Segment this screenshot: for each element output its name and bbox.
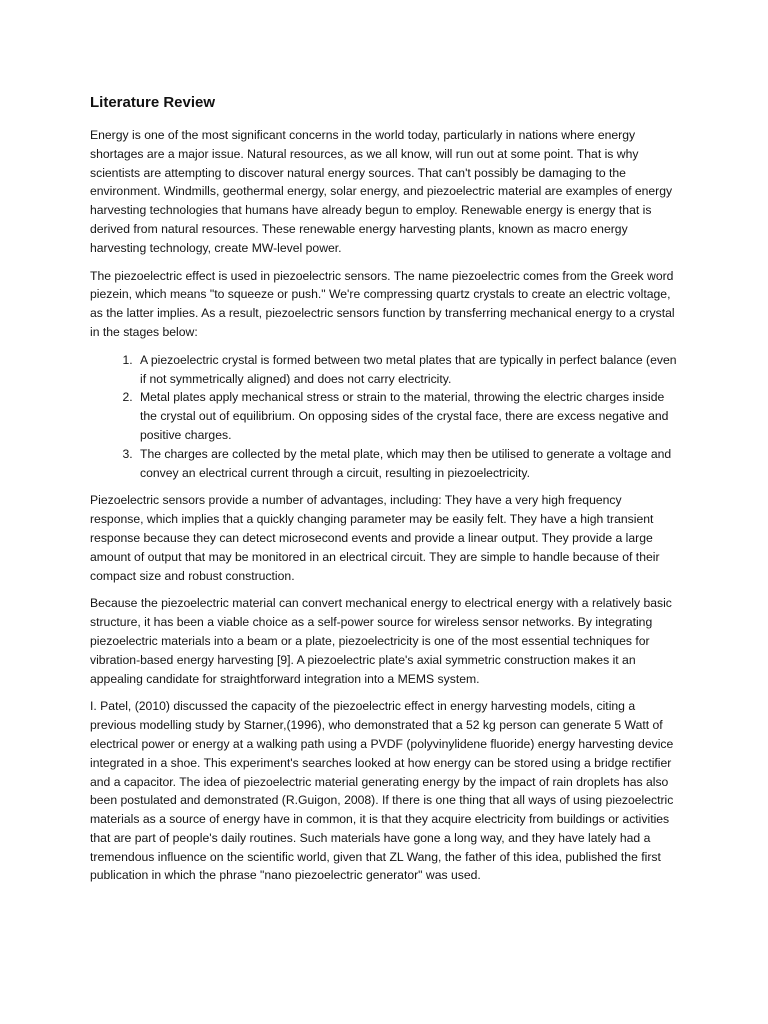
document-page — [90, 93, 678, 894]
paragraph-patel-study: I. Patel, (2010) discussed the capacity of the piezoelectric effect in energy harvesting models, citing a previous modelling study by Starner,(1996), who demonstrated that a 52 kg person can generate 5 Watt of electrical power or energy at a walking path using a PVDF (polyvinylidene fluoride) energy harvesting device integrated in a shoe. This experiment's searches looked at how energy can be stored using a bridge rectifier and a capacitor. The idea of piezoelectric material generating energy by the impact of rain droplets has also been postulated and demonstrated (R.Guigon, 2008). If there is one thing that all ways of using piezoelectric materials as a source of energy have in common, it is that they acquire electricity from buildings or activities that are part of people's daily routines. Such materials have gone a long way, and they have lately had a tremendous influence on the scientific world, given that ZL Wang, the father of this idea, published the first publication in which the phrase "nano piezoelectric generator" was used. — [90, 699, 674, 883]
list-item: 2. Metal plates apply mechanical stress or strain to the material, throwing the electric charges inside the crystal out of equilibrium. On opposing sides of the crystal face, there are excess negative and positive charges. — [136, 388, 678, 444]
paragraph-piezoelectric-effect: The piezoelectric effect is used in piezoelectric sensors. The name piezoelectric comes from the Greek word piezein, which means "to squeeze or push." We're compressing quartz crystals to create an electric voltage, as the latter implies. As a result, piezoelectric sensors function by transferring mechanical energy to a crystal in the stages below: — [90, 268, 675, 339]
page-title: Literature Review — [90, 94, 216, 111]
paragraph-self-power-source: Because the piezoelectric material can convert mechanical energy to electrical energy with a relatively basic structure, it has been a viable choice as a self-power source for wireless sensor networks. By integrating piezoelectric materials into a beam or a plate, piezoelectricity is one of the most essential techniques for vibration-based energy harvesting [9]. A piezoelectric plate's axial symmetric construction makes it an appealing candidate for straightforward integration into a MEMS system. — [90, 596, 672, 686]
paragraph-energy-concerns: Energy is one of the most significant concerns in the world today, particularly in nations where energy shortages are a major issue. Natural resources, as we all know, will run out at some point. That is why scientists are attempting to discover natural energy sources. That can't possibly be damaging to the environment. Windmills, geothermal energy, solar energy, and piezoelectric material are examples of energy harvesting technologies that humans have already begun to employ. Renewable energy is energy that is derived from natural resources. These renewable energy harvesting plants, known as macro energy harvesting technology, create MW-level power. — [90, 128, 673, 255]
paragraph-sensor-advantages: Piezoelectric sensors provide a number of advantages, including: They have a very high frequency response, which implies that a quickly changing parameter may be easily felt. They have a high transient response because they can detect microsecond events and provide a linear output. They provide a large amount of output that may be monitored in an electrical circuit. They are simple to handle because of their compact size and robust construction. — [90, 493, 660, 583]
stages-list — [90, 351, 678, 483]
list-item: 3. The charges are collected by the metal plate, which may then be utilised to generate a voltage and convey an electrical current through a circuit, resulting in piezoelectricity. — [136, 445, 678, 483]
list-item: 1. A piezoelectric crystal is formed between two metal plates that are typically in perfect balance (even if not symmetrically aligned) and does not carry electricity. — [136, 351, 678, 389]
